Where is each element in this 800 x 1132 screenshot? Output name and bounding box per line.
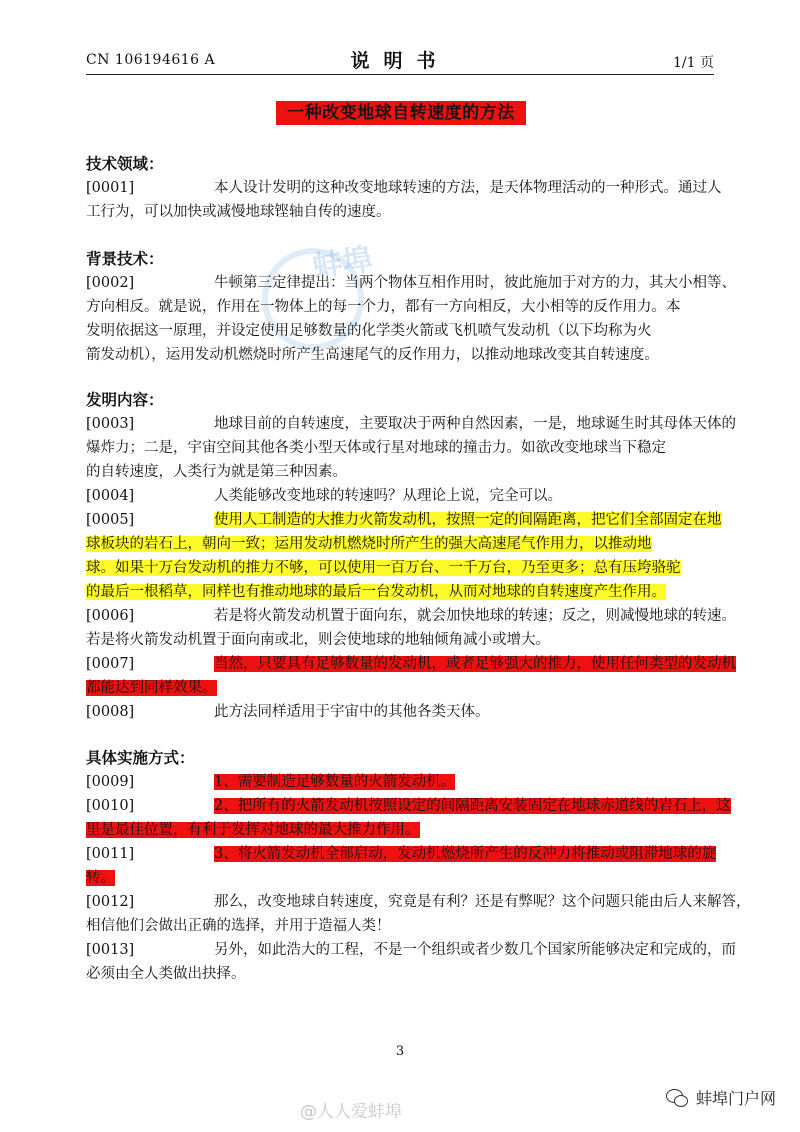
section-tech-field: 技术领域： xyxy=(86,154,164,173)
watermark-text: 蚌埠 xyxy=(310,241,375,285)
highlighted-line: 的最后一根稻草，同样也有推动地球的最后一台发动机，从而对地球的自转速度产生作用。 xyxy=(86,584,666,600)
paragraph-line: 相信他们会做出正确的选择，并用于造福人类！ xyxy=(86,918,391,934)
wechat-watermark xyxy=(666,1086,776,1109)
paragraph-0009 xyxy=(86,770,718,794)
paragraph-line: 发明依据这一原理，并设定使用足够数量的化学类火箭或飞机喷气发动机（以下均称为火 xyxy=(86,323,652,339)
paragraph-0004 xyxy=(86,484,718,508)
highlighted-line: 当然，只要具有足够数量的发动机，或者足够强大的推力，使用任何类型的发动机 xyxy=(214,656,736,672)
document-title: 一种改变地球自转速度的方法 xyxy=(276,101,526,125)
paragraph-0011 xyxy=(86,842,718,890)
paragraph-number: [0004] xyxy=(86,488,135,504)
paragraph-line: 地球目前的自转速度，主要取决于两种自然因素，一是，地球诞生时其母体天体的 xyxy=(214,416,736,432)
paragraph-number: [0005] xyxy=(86,512,135,528)
paragraph-0010 xyxy=(86,794,731,842)
paragraph-line: 本人设计发明的这种改变地球转速的方法，是天体物理活动的一种形式。通过人 xyxy=(214,180,722,196)
paragraph-number: [0007] xyxy=(86,656,135,672)
paragraph-number: [0009] xyxy=(86,774,135,790)
paragraph-line: 的自转速度，人类行为就是第三种因素。 xyxy=(86,464,347,480)
section-invention: 发明内容： xyxy=(86,390,164,409)
paragraph-line: 那么，改变地球自转速度，究竟是有利？还是有弊呢？这个问题只能由后人来解答， xyxy=(214,894,751,910)
section-embodiment: 具体实施方式： xyxy=(86,748,195,767)
paragraph-line: 必须由全人类做出抉择。 xyxy=(86,966,246,982)
paragraph-line: 牛顿第三定律提出：当两个物体互相作用时，彼此施加于对方的力，其大小相等、 xyxy=(214,275,736,291)
paragraph-number: [0006] xyxy=(86,608,135,624)
highlighted-line: 3、将火箭发动机全部启动，发动机燃烧所产生的反冲力将推动或阻滞地球的旋 xyxy=(214,846,717,862)
paragraph-number: [0012] xyxy=(86,894,135,910)
paragraph-0001 xyxy=(86,176,722,224)
paragraph-0013 xyxy=(86,938,736,986)
highlighted-line: 使用人工制造的大推力火箭发动机，按照一定的间隔距离，把它们全部固定在地 xyxy=(214,512,722,528)
paragraph-0003 xyxy=(86,412,736,484)
paragraph-line: 若是将火箭发动机置于面向东，就会加快地球的转速；反之，则减慢地球的转速。 xyxy=(214,608,736,624)
paragraph-number: [0013] xyxy=(86,942,135,958)
paragraph-number: [0001] xyxy=(86,180,135,196)
paragraph-number: [0002] xyxy=(86,275,135,291)
section-background: 背景技术： xyxy=(86,249,164,268)
paragraph-line: 若是将火箭发动机置于面向南或北，则会使地球的地轴倾角减小或增大。 xyxy=(86,632,550,648)
wechat-icon xyxy=(666,1089,688,1107)
highlighted-line: 球板块的岩石上，朝向一致；运用发动机燃烧时所产生的强大高速尾气作用力，以推动地 xyxy=(86,536,652,552)
document-type: 说明书 xyxy=(350,50,450,72)
highlighted-line: 1、需要制造足够数量的火箭发动机。 xyxy=(214,774,456,790)
paragraph-0002 xyxy=(86,271,736,367)
highlighted-line: 都能达到同样效果。 xyxy=(86,680,217,696)
highlighted-line: 里是最佳位置，有利于发挥对地球的最大推力作用。 xyxy=(86,822,420,838)
document-header xyxy=(86,44,714,75)
paragraph-line: 此方法同样适用于宇宙中的其他各类天体。 xyxy=(214,704,490,720)
highlighted-line: 转。 xyxy=(86,870,115,886)
paragraph-0005 xyxy=(86,508,722,604)
paragraph-0012 xyxy=(86,890,751,938)
wechat-account-name: 蚌埠门户网 xyxy=(695,1089,776,1108)
paragraph-line: 爆炸力；二是，宇宙空间其他各类小型天体或行星对地球的撞击力。如欲改变地球当下稳定 xyxy=(86,440,666,456)
paragraph-line: 另外，如此浩大的工程，不是一个组织或者少数几个国家所能够决定和完成的，而 xyxy=(214,942,736,958)
paragraph-0008 xyxy=(86,700,718,724)
page-indicator: 1/1 页 xyxy=(673,55,714,71)
paragraph-line: 工行为，可以加快或减慢地球铿轴自传的速度。 xyxy=(86,204,391,220)
weibo-watermark: @人人爱蚌埠 xyxy=(300,1102,402,1122)
paragraph-line: 箭发动机），运用发动机燃烧时所产生高速尾气的反作用力，以推动地球改变其自转速度。 xyxy=(86,347,659,363)
paragraph-line: 人类能够改变地球的转速吗？从理论上说，完全可以。 xyxy=(214,488,562,504)
paragraph-0006 xyxy=(86,604,736,652)
paragraph-number: [0008] xyxy=(86,704,135,720)
patent-number: CN 106194616 A xyxy=(86,52,216,68)
paragraph-line: 方向相反。就是说，作用在一物体上的每一个力，都有一方向相反，大小相等的反作用力。本 xyxy=(86,299,681,315)
paragraph-number: [0011] xyxy=(86,846,135,862)
highlighted-line: 2、把所有的火箭发动机按照设定的间隔距离安装固定在地球赤道线的岩石上，这 xyxy=(214,798,731,814)
highlighted-line: 球。如果十万台发动机的推力不够，可以使用一百万台、一千万台，乃至更多；总有压垮骆驼 xyxy=(86,560,681,576)
paragraph-number: [0010] xyxy=(86,798,135,814)
paragraph-0007 xyxy=(86,652,736,700)
paragraph-number: [0003] xyxy=(86,416,135,432)
page-number: 3 xyxy=(395,1044,405,1059)
